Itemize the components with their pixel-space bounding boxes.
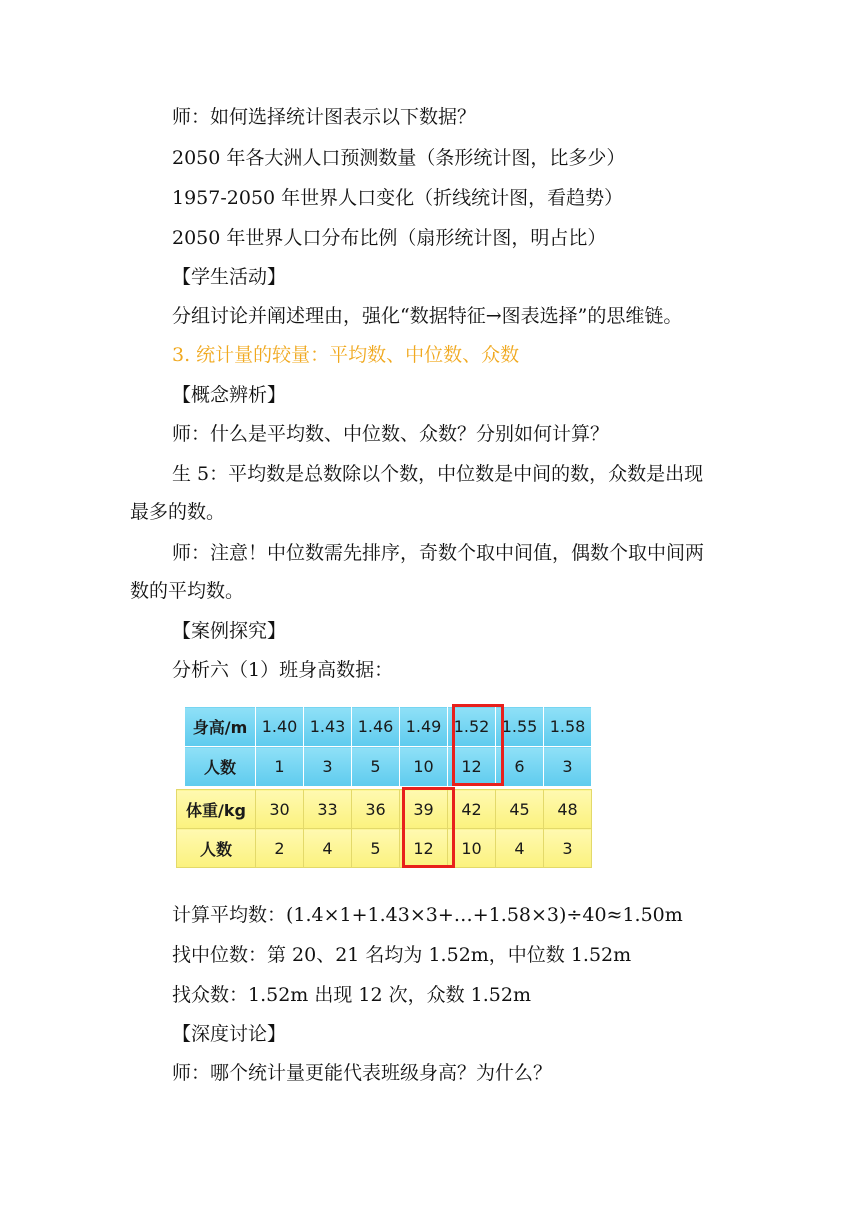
count-cell: 2 [256,829,304,868]
section-discussion: 【深度讨论】 [172,1023,287,1045]
count-cell: 12 [400,829,448,868]
subsection-heading: 3. 统计量的较量：平均数、中位数、众数 [172,344,520,366]
item-line-chart: 1957-2050 年世界人口变化（折线统计图，看趋势） [172,187,624,209]
count-cell: 6 [496,747,544,787]
student-answer-line2: 最多的数。 [130,501,226,523]
teacher-question-charts: 师：如何选择统计图表示以下数据？ [172,106,477,128]
case-intro: 分析六（1）班身高数据： [172,659,394,681]
count-cell: 12 [448,747,496,787]
height-cell: 1.52 [448,707,496,747]
student-answer-line1: 生 5：平均数是总数除以个数，中位数是中间的数，众数是出现 [172,463,704,485]
height-label: 身高/m [185,707,256,747]
count-label: 人数 [185,747,256,787]
count-cell: 5 [352,829,400,868]
table-row [185,747,592,787]
height-cell: 1.55 [496,707,544,747]
height-cell: 1.43 [304,707,352,747]
weight-cell: 45 [496,790,544,829]
count-cell: 1 [256,747,304,787]
height-table [184,706,592,787]
teacher-question-represent: 师：哪个统计量更能代表班级身高？为什么？ [172,1062,553,1084]
teacher-question-stats: 师：什么是平均数、中位数、众数？分别如何计算？ [172,423,610,445]
count-cell: 4 [496,829,544,868]
count-cell: 3 [544,747,592,787]
count-cell: 3 [544,829,592,868]
count-cell: 4 [304,829,352,868]
count-cell: 10 [448,829,496,868]
weight-cell: 42 [448,790,496,829]
section-concept: 【概念辨析】 [172,384,287,406]
calc-mean: 计算平均数：(1.4×1+1.43×3+…+1.58×3)÷40≈1.50m [172,904,683,926]
weight-cell: 39 [400,790,448,829]
teacher-note-line1: 师：注意！中位数需先排序，奇数个取中间值，偶数个取中间两 [172,542,705,564]
height-cell: 1.49 [400,707,448,747]
weight-cell: 48 [544,790,592,829]
table-row [185,707,592,747]
section-case-study: 【案例探究】 [172,620,287,642]
teacher-note-line2: 数的平均数。 [130,580,245,602]
section-student-activity: 【学生活动】 [172,266,287,288]
item-pie-chart: 2050 年世界人口分布比例（扇形统计图，明占比） [172,227,607,249]
calc-median: 找中位数：第 20、21 名均为 1.52m，中位数 1.52m [172,944,632,966]
calc-mode: 找众数：1.52m 出现 12 次，众数 1.52m [172,984,531,1006]
height-cell: 1.46 [352,707,400,747]
table-row [177,790,592,829]
table-row [177,829,592,868]
activity-text: 分组讨论并阐述理由，强化“数据特征→图表选择”的思维链。 [172,305,683,327]
weight-cell: 36 [352,790,400,829]
count-cell: 5 [352,747,400,787]
height-cell: 1.40 [256,707,304,747]
weight-table [176,789,592,868]
item-bar-chart: 2050 年各大洲人口预测数量（条形统计图，比多少） [172,147,626,169]
weight-cell: 33 [304,790,352,829]
count-cell: 10 [400,747,448,787]
count-label: 人数 [177,829,256,868]
weight-label: 体重/kg [177,790,256,829]
height-cell: 1.58 [544,707,592,747]
weight-cell: 30 [256,790,304,829]
count-cell: 3 [304,747,352,787]
